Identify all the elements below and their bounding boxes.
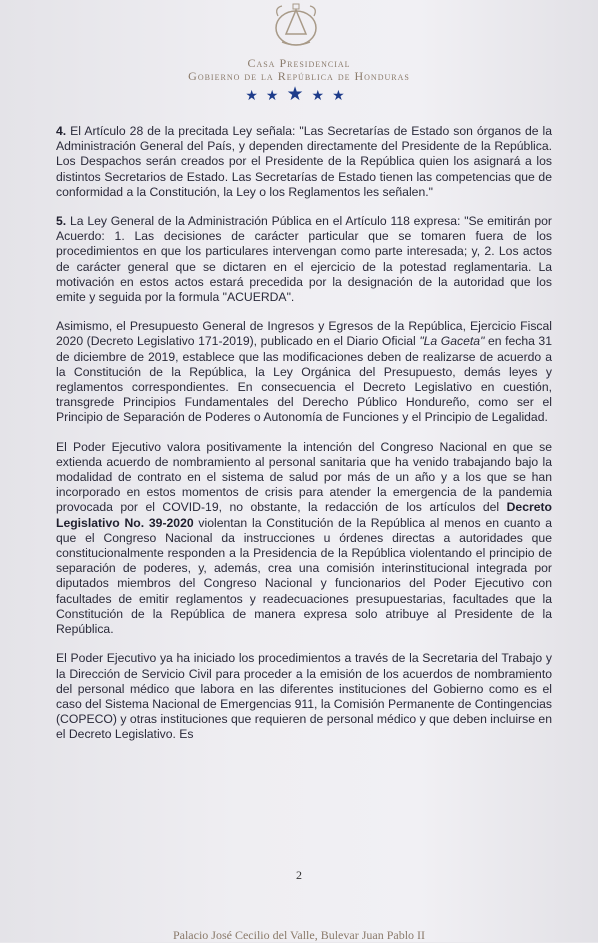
paragraph-text: en fecha 31 de diciembre de 2019, establece que las modificaciones deben de realizarse de acuerdo a la Constitución de la República, la Ley Orgánica del Presupuesto, demás leyes y reglamentos correspondientes. En consecuencia el Decreto Legislativo en cuestión, transgrede Principios Fundamentales del Derecho Público Hondureño, como ser el Principio de Separación de Poderes o Autonomía de Funciones y el Principio de Legalidad. — [56, 334, 552, 425]
gazette-title: "La Gaceta" — [419, 334, 485, 349]
star-icon: ★ — [245, 87, 266, 103]
star-icon: ★ — [286, 84, 312, 105]
star-icon: ★ — [265, 87, 287, 103]
letterhead-stars — [0, 83, 598, 106]
page-number: 2 — [296, 868, 302, 882]
footer-address: Palacio José Cecilio del Valle, Bulevar Juan Pablo II — [172, 928, 426, 942]
paragraph-5 — [56, 214, 552, 305]
star-icon: ★ — [311, 87, 333, 103]
document-body — [56, 124, 552, 757]
paragraph-4 — [56, 124, 552, 200]
paragraph-text: Asimismo, el Presupuesto General de Ingresos y Egresos de la República, Ejercicio Fiscal 2020 (Decreto Legislativo 171-2019), publicado en el Diario Oficial — [56, 319, 552, 349]
letterhead-subtitle: Gobierno de la República de Honduras — [188, 69, 410, 83]
coat-of-arms-icon — [268, 2, 324, 48]
paragraph-text: El Poder Ejecutivo valora positivamente la intención del Congreso Nacional en que se extienda acuerdo de nombramiento al personal sanitaria que ha venido trabajando bajo la modalidad de contrato en el sistema de salud por más de un año y a los que se han incorporado en estos momentos de crisis para atender la emergencia de la pandemia provocada por el COVID-19, no obstante, la redacción de los artículos del — [56, 439, 552, 515]
paragraph-text: La Ley General de la Administración Pública en el Artículo 118 expresa: "Se emitirán por Acuerdo: 1. Las decisiones de carácter particular que se tomaren fuera de los procedimientos en que los particulares intervengan como parte interesada; y, 2. Los actos de carácter general que se dictaren en el ejercicio de la potestad reglamentaria. La motivación en estos actos estará precedida por la designación de la autoridad que los emite y seguida por la formula "ACUERDA". — [56, 214, 552, 305]
paragraph-number: 5. — [56, 214, 67, 229]
paragraph-procedimientos — [56, 651, 552, 742]
decree-reference: Decreto Legislativo No. 39-2020 — [56, 500, 552, 530]
letterhead — [0, 0, 598, 110]
paragraph-text: El Artículo 28 de la precitada Ley señala: "Las Secretarías de Estado son órganos de la Administración General del País, y dependen directamente del Presidente de la República. Los Despachos serán creados por el Presidente de la República quien los asignará a los distintos Secretarios de Estado. Las Secretarías de Estado tienen las competencias que de conformidad a la Constitución, la Ley o los Reglamentos les señalen." — [56, 124, 552, 199]
paragraph-number: 4. — [56, 124, 67, 138]
paragraph-presupuesto — [56, 319, 552, 425]
star-icon: ★ — [332, 87, 353, 103]
paragraph-text: violentan la Constitución de la República al menos en cuanto a que el Congreso Nacional da instrucciones u órdenes directas a autoridades que constitucionalmente responden a la Presidencia de la República violentando el principio de separación de poderes, y, además, crea una comisión interinstitucional integrada por diputados miembros del Congreso Nacional y funcionarios del Poder Ejecutivo con facultades de emitir reglamentos y readecuaciones presupuestarias, facultades que la Constitución de la República de manera expresa solo atribuye al Presidente de la República. — [56, 515, 552, 637]
paragraph-poder-ejecutivo — [56, 440, 552, 638]
letterhead-title: Casa Presidencial — [247, 56, 351, 70]
paragraph-text: El Poder Ejecutivo ya ha iniciado los procedimientos a través de la Secretaria del Trabajo y la Dirección de Servicio Civil para proceder a la emisión de los acuerdos de nombramiento del personal médico que labora en las diferentes instituciones del Gobierno como es el caso del Sistema Nacional de Emergencias 911, la Comisión Permanente de Contingencias (COPECO) y otras instituciones que requieren de personal médico y que deben incluirse en el Decreto Legislativo. Es — [56, 651, 552, 742]
